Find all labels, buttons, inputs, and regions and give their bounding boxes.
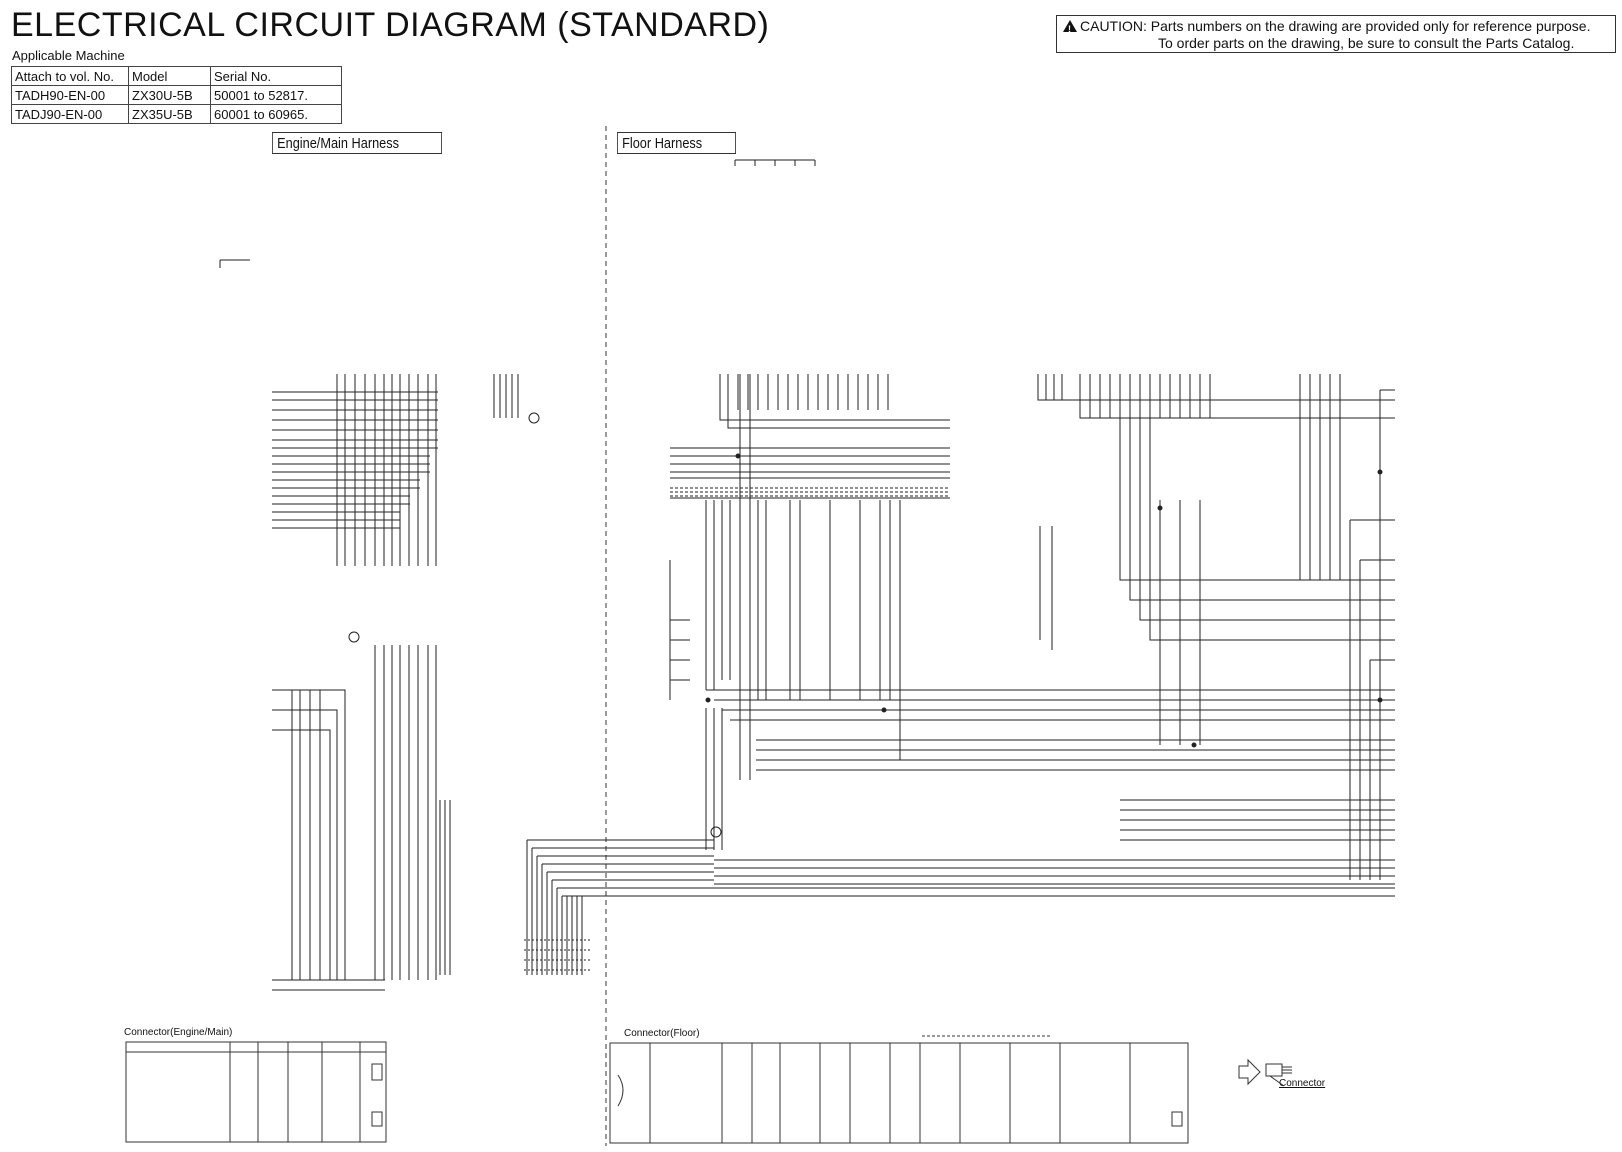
- legend-connector-icon: [1239, 1060, 1292, 1086]
- page-title: ELECTRICAL CIRCUIT DIAGRAM (STANDARD): [11, 6, 770, 44]
- engine-harness-wiring: [220, 260, 539, 990]
- floor-harness-wiring: [670, 160, 1395, 884]
- applicable-machine-heading: Applicable Machine: [12, 48, 125, 63]
- table-cell: 50001 to 52817.: [211, 86, 342, 105]
- table-cell: ZX35U-5B: [129, 105, 211, 124]
- connector-engine-main-label: Connector(Engine/Main): [124, 1027, 233, 1038]
- connector-floor-label: Connector(Floor): [624, 1028, 700, 1039]
- column-header: Model: [129, 67, 211, 86]
- table-cell: TADH90-EN-00: [12, 86, 129, 105]
- floor-harness-label: Floor Harness: [617, 132, 736, 154]
- table-cell: 60001 to 60965.: [211, 105, 342, 124]
- table-cell: ZX30U-5B: [129, 86, 211, 105]
- table-cell: TADJ90-EN-00: [12, 105, 129, 124]
- engine-main-harness-label: Engine/Main Harness: [272, 132, 442, 154]
- caution-line-1: CAUTION: Parts numbers on the drawing are provided only for reference purpose.: [1080, 18, 1591, 34]
- caution-line-2: To order parts on the drawing, be sure to consult the Parts Catalog.: [1158, 35, 1575, 51]
- connector-floor-box: [610, 1036, 1188, 1143]
- legend-connector-label: Connector: [1279, 1078, 1326, 1089]
- column-header: Attach to vol. No.: [12, 67, 129, 86]
- connector-engine-main-box: [126, 1042, 386, 1142]
- column-header: Serial No.: [211, 67, 342, 86]
